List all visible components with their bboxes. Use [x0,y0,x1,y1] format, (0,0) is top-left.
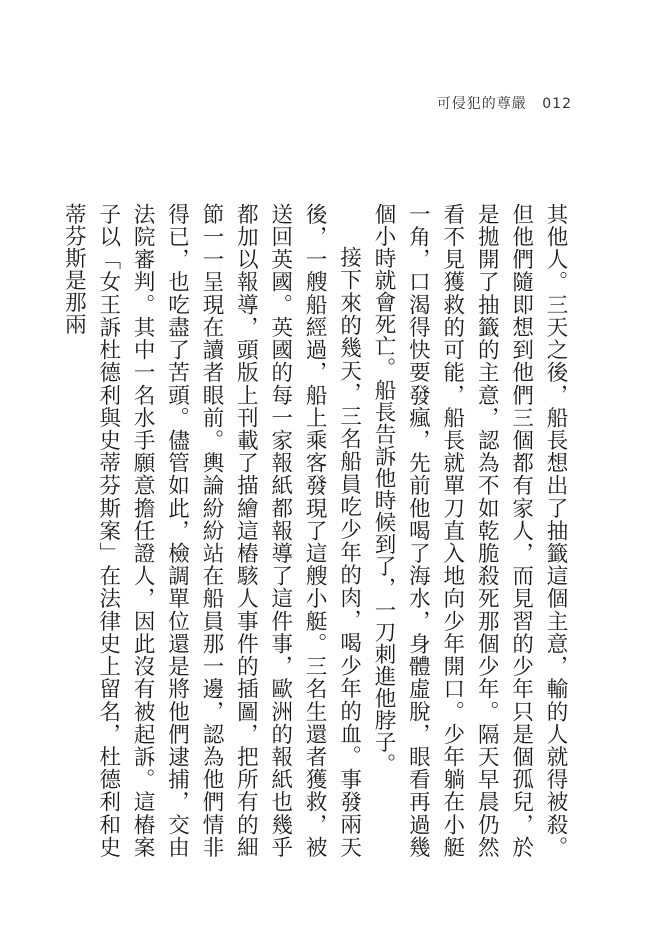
book-title: 可侵犯的尊嚴 [436,96,527,112]
paragraph: 接下來的幾天，三名船員吃少年的肉，喝少年的血。事發兩天後，一艘船經過，船上乘客發現了這艘小艇。三名生還者獲救，被送回英國。英國的每一家報紙都報導了這件事，歐洲的報紙也幾乎都加以報導，頭版上刊載了描繪這樁駭人事件的插圖，把所有的細節一一呈現在讀者眼前。輿論紛紛站在船員那一邊，認為他們情非得已，也吃盡了苦頭。儘管如此，檢調單位還是將他們逮捕，交由法院審判。其中一名水手願意擔任證人，因此沒有被起訴。這樁案子以「女王訴杜德利與史蒂芬斯案」在法律史上留名，杜德利和史蒂芬斯是那兩 [61,203,362,858]
body-text [61,203,572,858]
page-number: 012 [542,96,572,112]
paragraph-continued: 其他人。三天之後，船長想出了抽籤這個主意，輸的人就得被殺。但他們隨即想到他們三個都有家人，而見習的少年只是個孤兒，於是拋開了抽籤的主意，認為不如乾脆殺死那個少年。隔天早晨仍然看不見獲救的可能，船長就單刀直入地向少年開口。少年躺在小艇一角，口渴得快要發瘋，先前他喝了海水，身體虛脫，眼看再過幾個小時就會死亡。船長告訴他時候到了，一刀刺進他脖子。 [370,203,568,858]
running-header [437,93,572,113]
